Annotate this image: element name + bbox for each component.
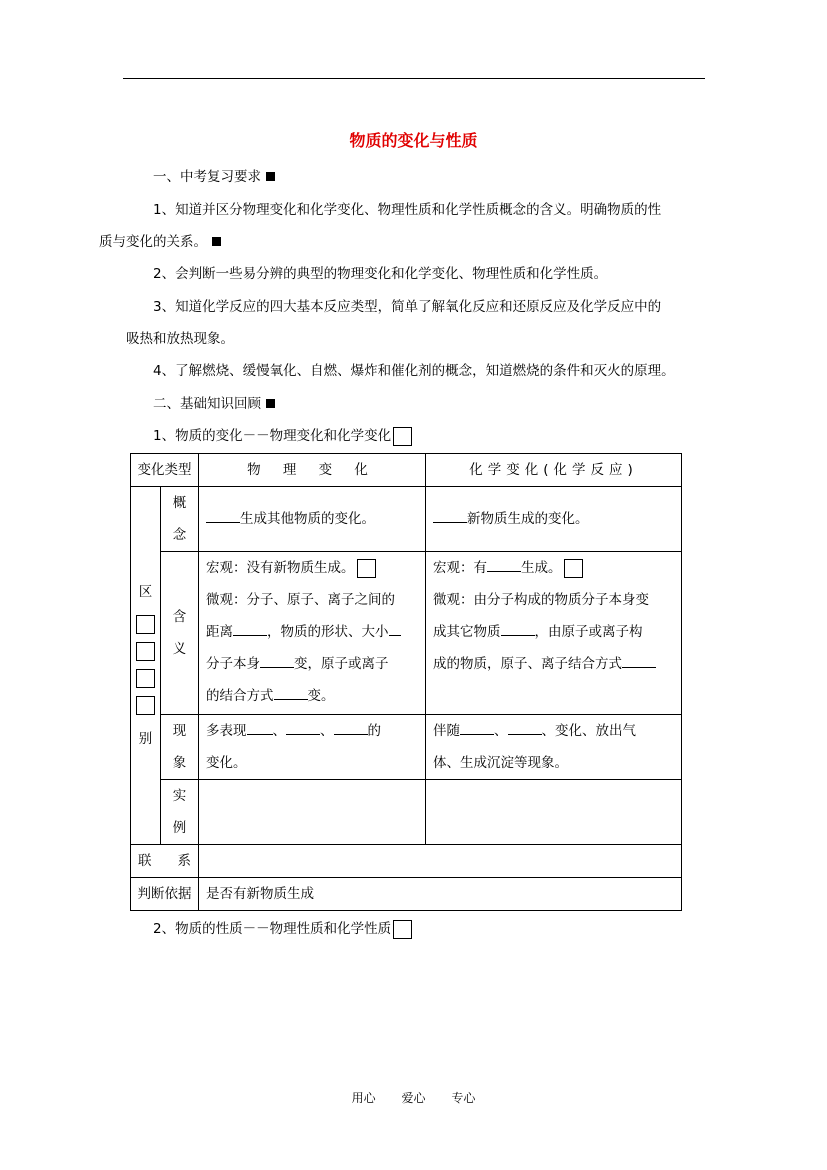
- link-value[interactable]: [199, 845, 682, 878]
- checkbox-icon: [357, 559, 376, 578]
- link-label: 联 系: [131, 845, 199, 878]
- checkbox-icon: [136, 696, 155, 715]
- header-chemical: 化学变化(化学反应): [426, 454, 682, 487]
- fill-blank[interactable]: [233, 621, 267, 636]
- fill-blank[interactable]: [433, 508, 467, 523]
- comparison-table: [130, 453, 682, 911]
- square-bullet-icon: [266, 172, 275, 181]
- judge-value: 是否有新物质生成: [199, 878, 682, 911]
- meaning-physical: 宏观：没有新物质生成。 微观：分子、原子、离子之间的 距离 ，物质的形状、大小 分子本身 变，原子或离子 的结合方式 变。: [199, 552, 426, 715]
- concept-physical: 生成其他物质的变化。: [199, 487, 426, 552]
- section1-heading: 一、中考复习要求: [126, 161, 710, 193]
- checkbox-icon: [136, 669, 155, 688]
- phenomenon-physical: 多表现 、 、 的 变化。: [199, 715, 426, 780]
- square-bullet-icon: [266, 399, 275, 408]
- header-physical: 物 理 变 化: [199, 454, 426, 487]
- fill-blank[interactable]: [487, 557, 521, 572]
- square-bullet-icon: [212, 237, 221, 246]
- page-footer: 用心 爱心 专心: [351, 1091, 476, 1105]
- page-title: 物质的变化与性质: [349, 131, 478, 150]
- checkbox-icon: [393, 427, 412, 446]
- phenomenon-label: 现 象: [161, 715, 199, 780]
- phenomenon-chemical: 伴随 、 、变化、放出气 体、生成沉淀等现象。: [426, 715, 682, 780]
- fill-blank[interactable]: [206, 508, 240, 523]
- section2-heading: 二、基础知识回顾: [126, 388, 710, 420]
- example-chemical[interactable]: [426, 780, 682, 845]
- checkbox-icon: [393, 920, 412, 939]
- requirement-4: 4、了解燃烧、缓慢氧化、自燃、爆炸和催化剂的概念，知道燃烧的条件和灭火的原理。: [153, 363, 675, 379]
- fill-blank[interactable]: [274, 685, 308, 700]
- example-physical[interactable]: [199, 780, 426, 845]
- distinction-label: 区 别: [131, 487, 161, 845]
- example-label: 实 例: [161, 780, 199, 845]
- checkbox-icon: [136, 615, 155, 634]
- judge-label: 判断依据: [131, 878, 199, 911]
- meaning-chemical: 宏观：有 生成。 微观：由分子构成的物质分子本身变 成其它物质 ，由原子或离子构 成的物质，原子、离子结合方式: [426, 552, 682, 715]
- fill-blank[interactable]: [260, 653, 294, 668]
- fill-blank[interactable]: [334, 720, 368, 735]
- fill-blank[interactable]: [247, 720, 273, 735]
- header-type: 变化类型: [131, 454, 199, 487]
- concept-chemical: 新物质生成的变化。: [426, 487, 682, 552]
- requirement-1: 1、知道并区分物理变化和化学变化、物理性质和化学性质概念的含义。明确物质的性 质与变化的关系。: [99, 202, 662, 250]
- header-rule: [123, 78, 705, 79]
- fill-blank[interactable]: [460, 720, 494, 735]
- fill-blank[interactable]: [286, 720, 320, 735]
- concept-label: 概 念: [161, 487, 199, 552]
- fill-blank[interactable]: [501, 621, 535, 636]
- requirement-3: 3、知道化学反应的四大基本反应类型，简单了解氧化反应和还原反应及化学反应中的 吸热和放热现象。: [126, 299, 662, 347]
- subsection-1: 1、物质的变化－－物理变化和化学变化: [126, 420, 710, 452]
- subsection-2: 2、物质的性质－－物理性质和化学性质: [126, 913, 710, 945]
- fill-blank[interactable]: [389, 621, 401, 636]
- checkbox-icon: [564, 559, 583, 578]
- fill-blank[interactable]: [508, 720, 542, 735]
- meaning-label: 含 义: [161, 552, 199, 715]
- fill-blank[interactable]: [622, 653, 656, 668]
- checkbox-icon: [136, 642, 155, 661]
- requirement-2: 2、会判断一些易分辨的典型的物理变化和化学变化、物理性质和化学性质。: [153, 266, 608, 282]
